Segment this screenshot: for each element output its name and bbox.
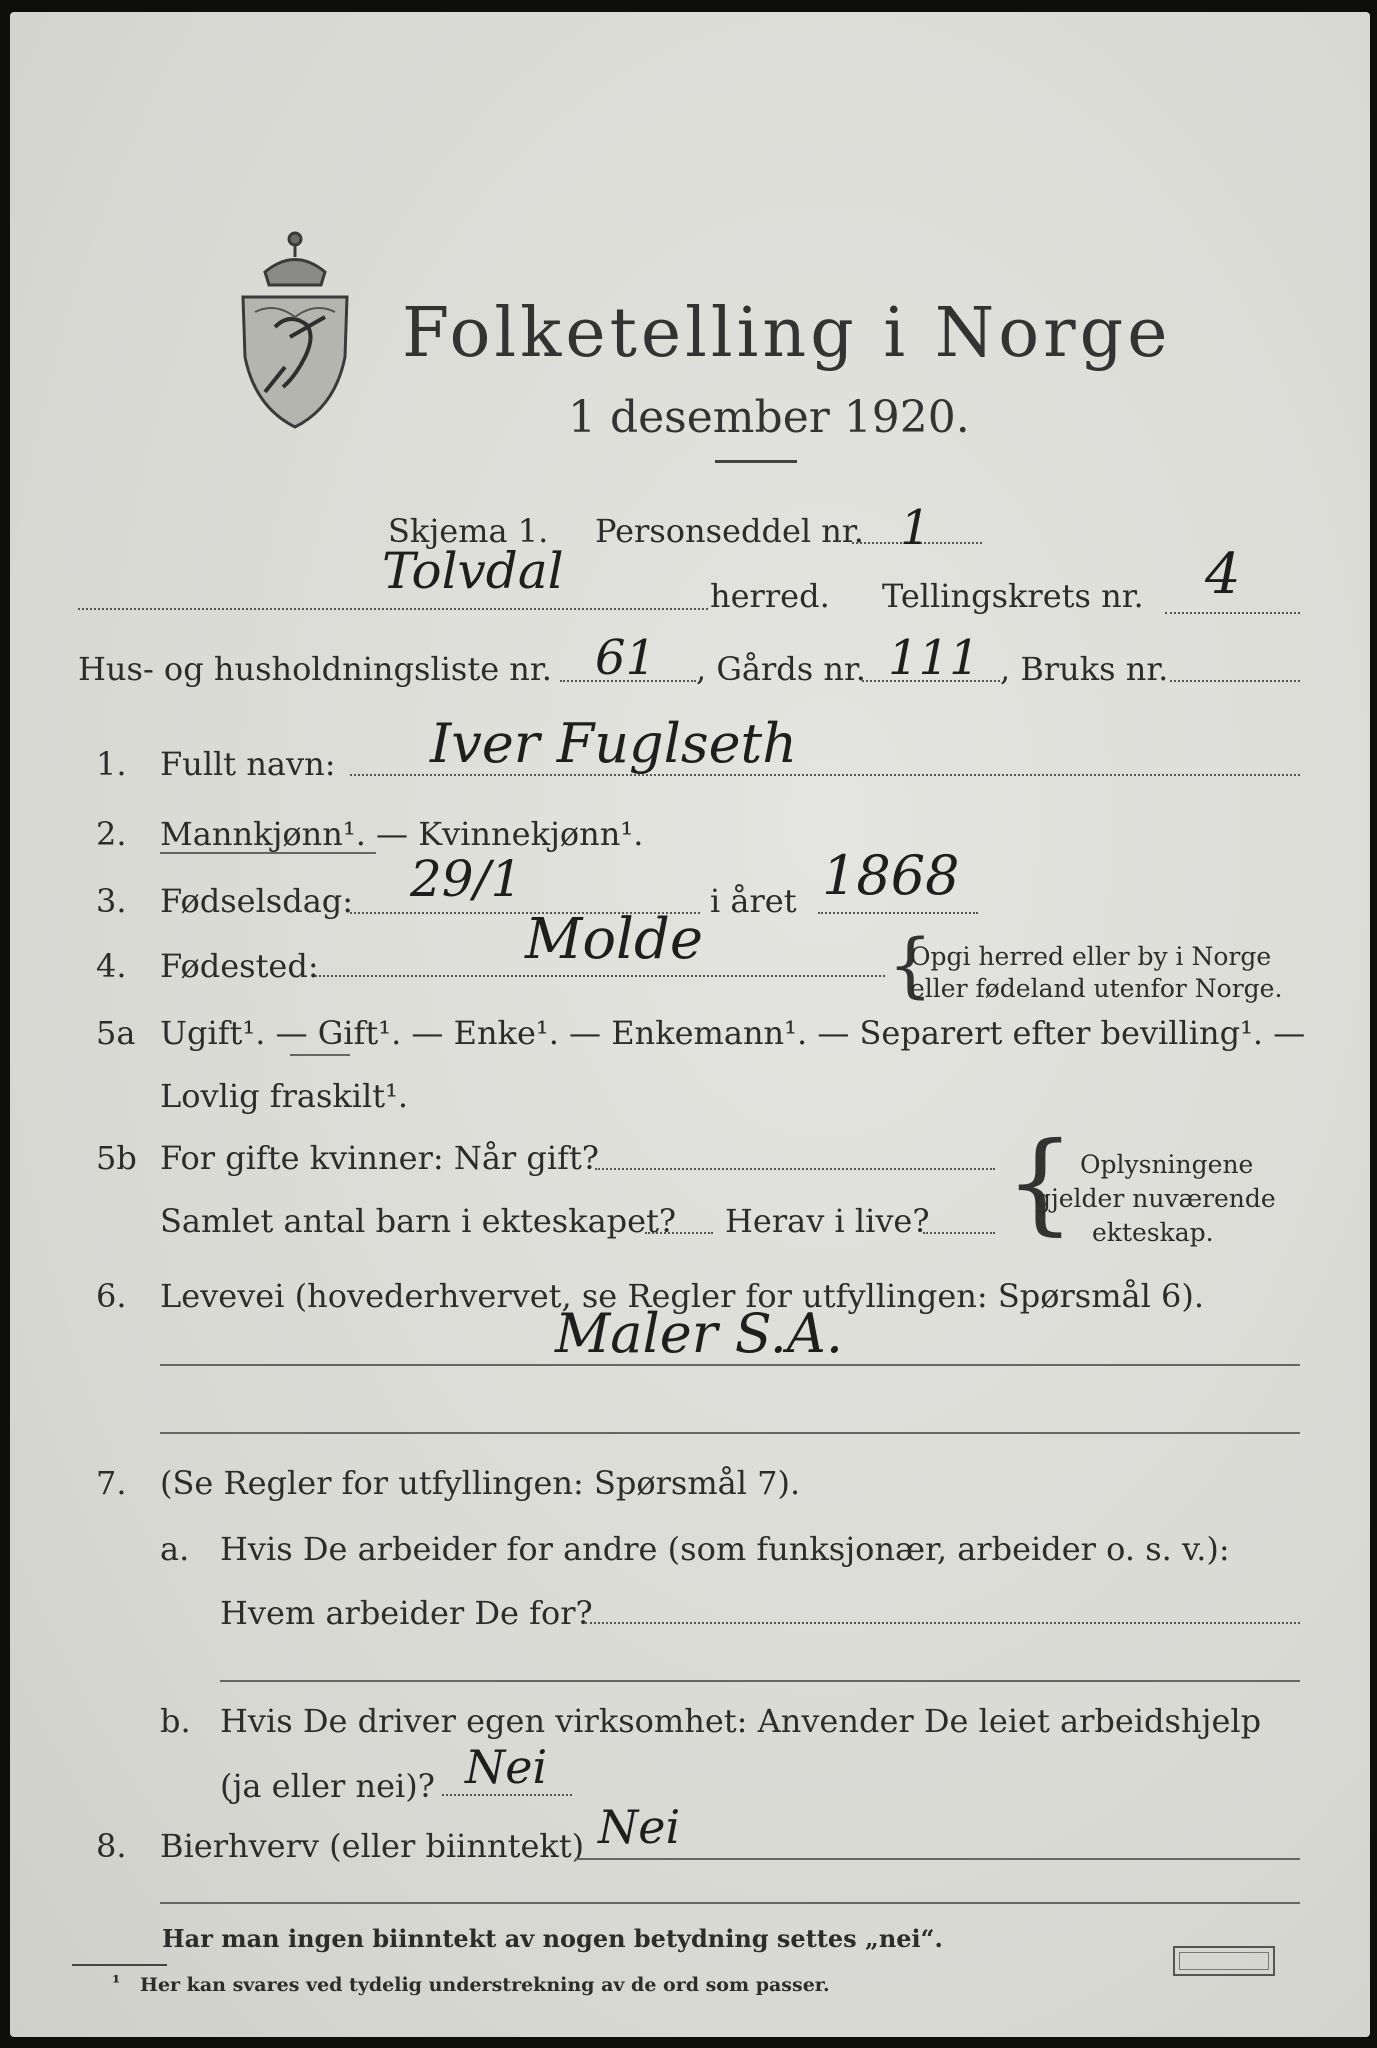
q4-number: 4. bbox=[96, 947, 127, 985]
q7b-yesno-label: (ja eller nei)? bbox=[220, 1767, 435, 1805]
herred-field[interactable] bbox=[78, 608, 708, 610]
children-total-field[interactable] bbox=[645, 1232, 713, 1234]
census-form-page bbox=[10, 12, 1370, 2037]
form-title: Folketelling i Norge bbox=[402, 294, 1172, 373]
employer-field[interactable] bbox=[585, 1622, 1300, 1624]
gift-underline bbox=[290, 1054, 350, 1056]
q1-label: Fullt navn: bbox=[160, 745, 336, 783]
husliste-label: Hus- og husholdningsliste nr. bbox=[78, 650, 552, 688]
tellingskrets-label: Tellingskrets nr. bbox=[882, 577, 1144, 615]
occupation-value: Maler S.A. bbox=[555, 1302, 844, 1365]
q7-number: 7. bbox=[96, 1464, 127, 1502]
q7a-letter: a. bbox=[160, 1530, 190, 1568]
q3-number: 3. bbox=[96, 882, 127, 920]
q5b-children-label: Samlet antal barn i ekteskapet? bbox=[160, 1202, 677, 1240]
side-income-line-2[interactable] bbox=[160, 1902, 1300, 1904]
q3-label: Fødselsdag: bbox=[160, 882, 354, 920]
birth-year-field[interactable] bbox=[818, 912, 978, 914]
footer-note: Har man ingen biinntekt av nogen betydning settes „nei“. bbox=[162, 1924, 943, 1953]
side-income-value: Nei bbox=[598, 1800, 681, 1854]
birthday-value: 29/1 bbox=[410, 850, 523, 908]
q7-label: (Se Regler for utfyllingen: Spørsmål 7). bbox=[160, 1464, 801, 1502]
employer-line-2[interactable] bbox=[220, 1680, 1300, 1682]
q5b-number: 5b bbox=[96, 1139, 137, 1177]
gards-label: , Gårds nr. bbox=[696, 650, 866, 688]
q4-note-line2: eller fødeland utenfor Norge. bbox=[910, 974, 1283, 1003]
q5a-label: Ugift¹. — Gift¹. — Enke¹. — Enkemann¹. — Separert efter bevilling¹. — bbox=[160, 1014, 1306, 1052]
hired-help-field[interactable] bbox=[442, 1794, 572, 1796]
herred-value: Tolvdal bbox=[382, 542, 564, 600]
hired-help-value: Nei bbox=[465, 1740, 548, 1794]
q5b-label: For gifte kvinner: Når gift? bbox=[160, 1139, 599, 1177]
tellingskrets-value: 4 bbox=[1205, 542, 1241, 607]
q7a-label: Hvis De arbeider for andre (som funksjonær, arbeider o. s. v.): bbox=[220, 1530, 1230, 1568]
q7b-letter: b. bbox=[160, 1702, 191, 1740]
footnote-rule bbox=[72, 1964, 167, 1966]
children-alive-field[interactable] bbox=[923, 1232, 995, 1234]
q8-label: Bierhverv (eller biinntekt) bbox=[160, 1827, 585, 1865]
q6-label: Levevei (hovederhvervet, se Regler for utfyllingen: Spørsmål 6). bbox=[160, 1277, 1205, 1315]
footnote-mark: ¹ bbox=[112, 1972, 121, 1994]
q3-year-label: i året bbox=[710, 882, 797, 920]
tellingskrets-field[interactable] bbox=[1165, 612, 1300, 614]
birthplace-field[interactable] bbox=[315, 975, 885, 977]
birth-year-value: 1868 bbox=[822, 844, 960, 907]
q5b-alive-label: Herav i live? bbox=[725, 1202, 930, 1240]
q1-number: 1. bbox=[96, 745, 127, 783]
q6-number: 6. bbox=[96, 1277, 127, 1315]
norway-coat-of-arms-icon bbox=[235, 217, 355, 432]
personseddel-label: Personseddel nr. bbox=[595, 512, 864, 550]
census-date: 1 desember 1920. bbox=[568, 392, 970, 443]
full-name-value: Iver Fuglseth bbox=[430, 712, 798, 775]
q8-number: 8. bbox=[96, 1827, 127, 1865]
married-when-field[interactable] bbox=[595, 1168, 995, 1170]
herred-label: herred. bbox=[710, 577, 830, 615]
printer-stamp-icon bbox=[1173, 1946, 1275, 1976]
q5b-note-bracket: { bbox=[1005, 1118, 1075, 1246]
q4-note-line1: Opgi herred eller by i Norge bbox=[910, 942, 1272, 971]
birthplace-value: Molde bbox=[525, 907, 703, 972]
q7a-employer-label: Hvem arbeider De for? bbox=[220, 1594, 593, 1632]
q5a-number: 5a bbox=[96, 1014, 136, 1052]
q4-note-bracket: { bbox=[888, 924, 933, 1006]
schema-label: Skjema 1. bbox=[388, 512, 549, 550]
q5b-note-line3: ekteskap. bbox=[1092, 1218, 1214, 1247]
q2-number: 2. bbox=[96, 815, 127, 853]
q7b-label: Hvis De driver egen virksomhet: Anvender De leiet arbeidshjelp bbox=[220, 1702, 1262, 1740]
personseddel-value: 1 bbox=[900, 500, 931, 556]
side-income-field[interactable] bbox=[575, 1858, 1300, 1860]
footnote-text: Her kan svares ved tydelig understrekning av de ord som passer. bbox=[140, 1974, 830, 1996]
gards-value: 111 bbox=[888, 630, 980, 686]
q2-label: Mannkjønn¹. — Kvinnekjønn¹. bbox=[160, 815, 644, 853]
bruks-label: , Bruks nr. bbox=[1000, 650, 1169, 688]
bruks-field[interactable] bbox=[1170, 680, 1300, 682]
occupation-line-2[interactable] bbox=[160, 1432, 1300, 1434]
q4-label: Fødested: bbox=[160, 947, 319, 985]
q5a-label-cont: Lovlig fraskilt¹. bbox=[160, 1077, 409, 1115]
husliste-value: 61 bbox=[595, 630, 657, 686]
title-divider bbox=[715, 460, 797, 463]
mannkjonn-underline bbox=[160, 852, 376, 854]
q5b-note-line2: gjelder nuværende bbox=[1035, 1184, 1276, 1213]
q5b-note-line1: Oplysningene bbox=[1080, 1150, 1254, 1179]
